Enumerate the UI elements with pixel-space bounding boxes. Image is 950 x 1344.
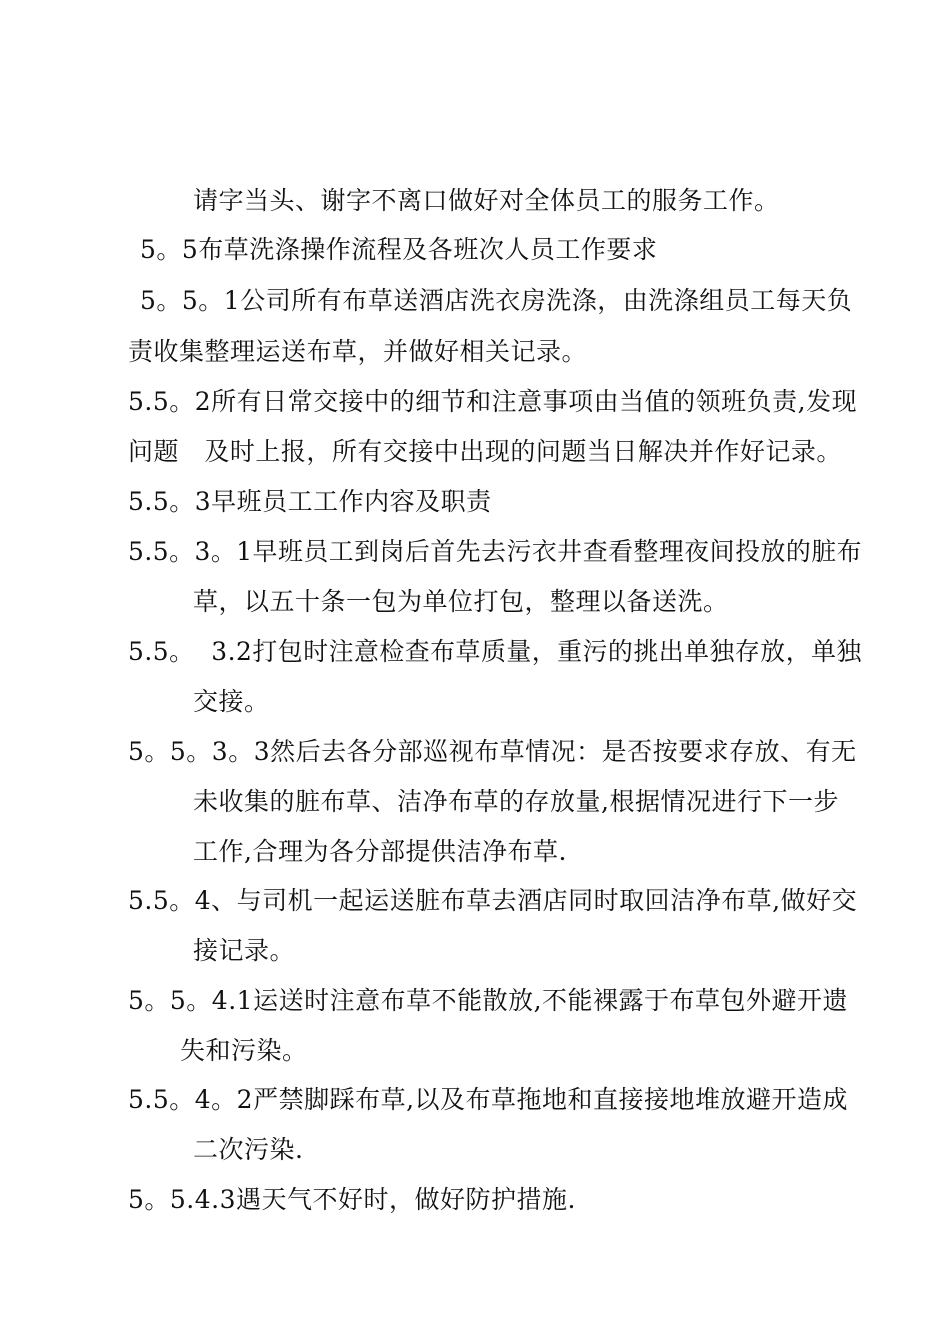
paragraph-line: 5.5。3。1早班员工到岗后首先去污衣井查看整理夜间投放的脏布 <box>128 537 863 566</box>
paragraph-line: 5.5。2所有日常交接中的细节和注意事项由当值的领班负责,发现 <box>128 387 858 416</box>
paragraph-line: 草，以五十条一包为单位打包，整理以备送洗。 <box>193 587 729 616</box>
paragraph-line: 未收集的脏布草、洁净布草的存放量,根据情况进行下一步 <box>193 787 839 816</box>
paragraph-line: 交接。 <box>193 687 270 716</box>
paragraph-line: 责收集整理运送布草，并做好相关记录。 <box>128 337 588 366</box>
section-heading: 5。5布草洗涤操作流程及各班次人员工作要求 <box>140 235 658 264</box>
paragraph-line: 问题 及时上报，所有交接中出现的问题当日解决并作好记录。 <box>128 437 842 466</box>
paragraph-line: 5。5。4.1运送时注意布草不能散放,不能裸露于布草包外避开遗 <box>128 986 849 1015</box>
paragraph-line: 失和污染。 <box>180 1036 308 1065</box>
paragraph-line: 5.5。4。2严禁脚踩布草,以及布草拖地和直接接地堆放避开造成 <box>128 1085 849 1114</box>
paragraph-line: 5.5。4、与司机一起运送脏布草去酒店同时取回洁净布草,做好交 <box>128 886 858 915</box>
paragraph-line: 5。5。1公司所有布草送酒店洗衣房洗涤，由洗涤组员工每天负 <box>140 286 853 315</box>
paragraph-line: 二次污染. <box>193 1135 304 1164</box>
paragraph-line: 请字当头、谢字不离口做好对全体员工的服务工作。 <box>193 186 780 215</box>
paragraph-line: 5。5。3。3然后去各分部巡视布草情况：是否按要求存放、有无 <box>128 737 857 766</box>
paragraph-line: 接记录。 <box>193 936 296 965</box>
paragraph-line: 5.5。 3.2打包时注意检查布草质量，重污的挑出单独存放，单独 <box>128 637 862 666</box>
paragraph-line: 工作,合理为各分部提供洁净布草. <box>193 837 567 866</box>
section-heading: 5.5。3早班员工工作内容及职责 <box>128 487 492 516</box>
paragraph-line: 5。5.4.3遇天气不好时，做好防护措施. <box>128 1185 576 1214</box>
